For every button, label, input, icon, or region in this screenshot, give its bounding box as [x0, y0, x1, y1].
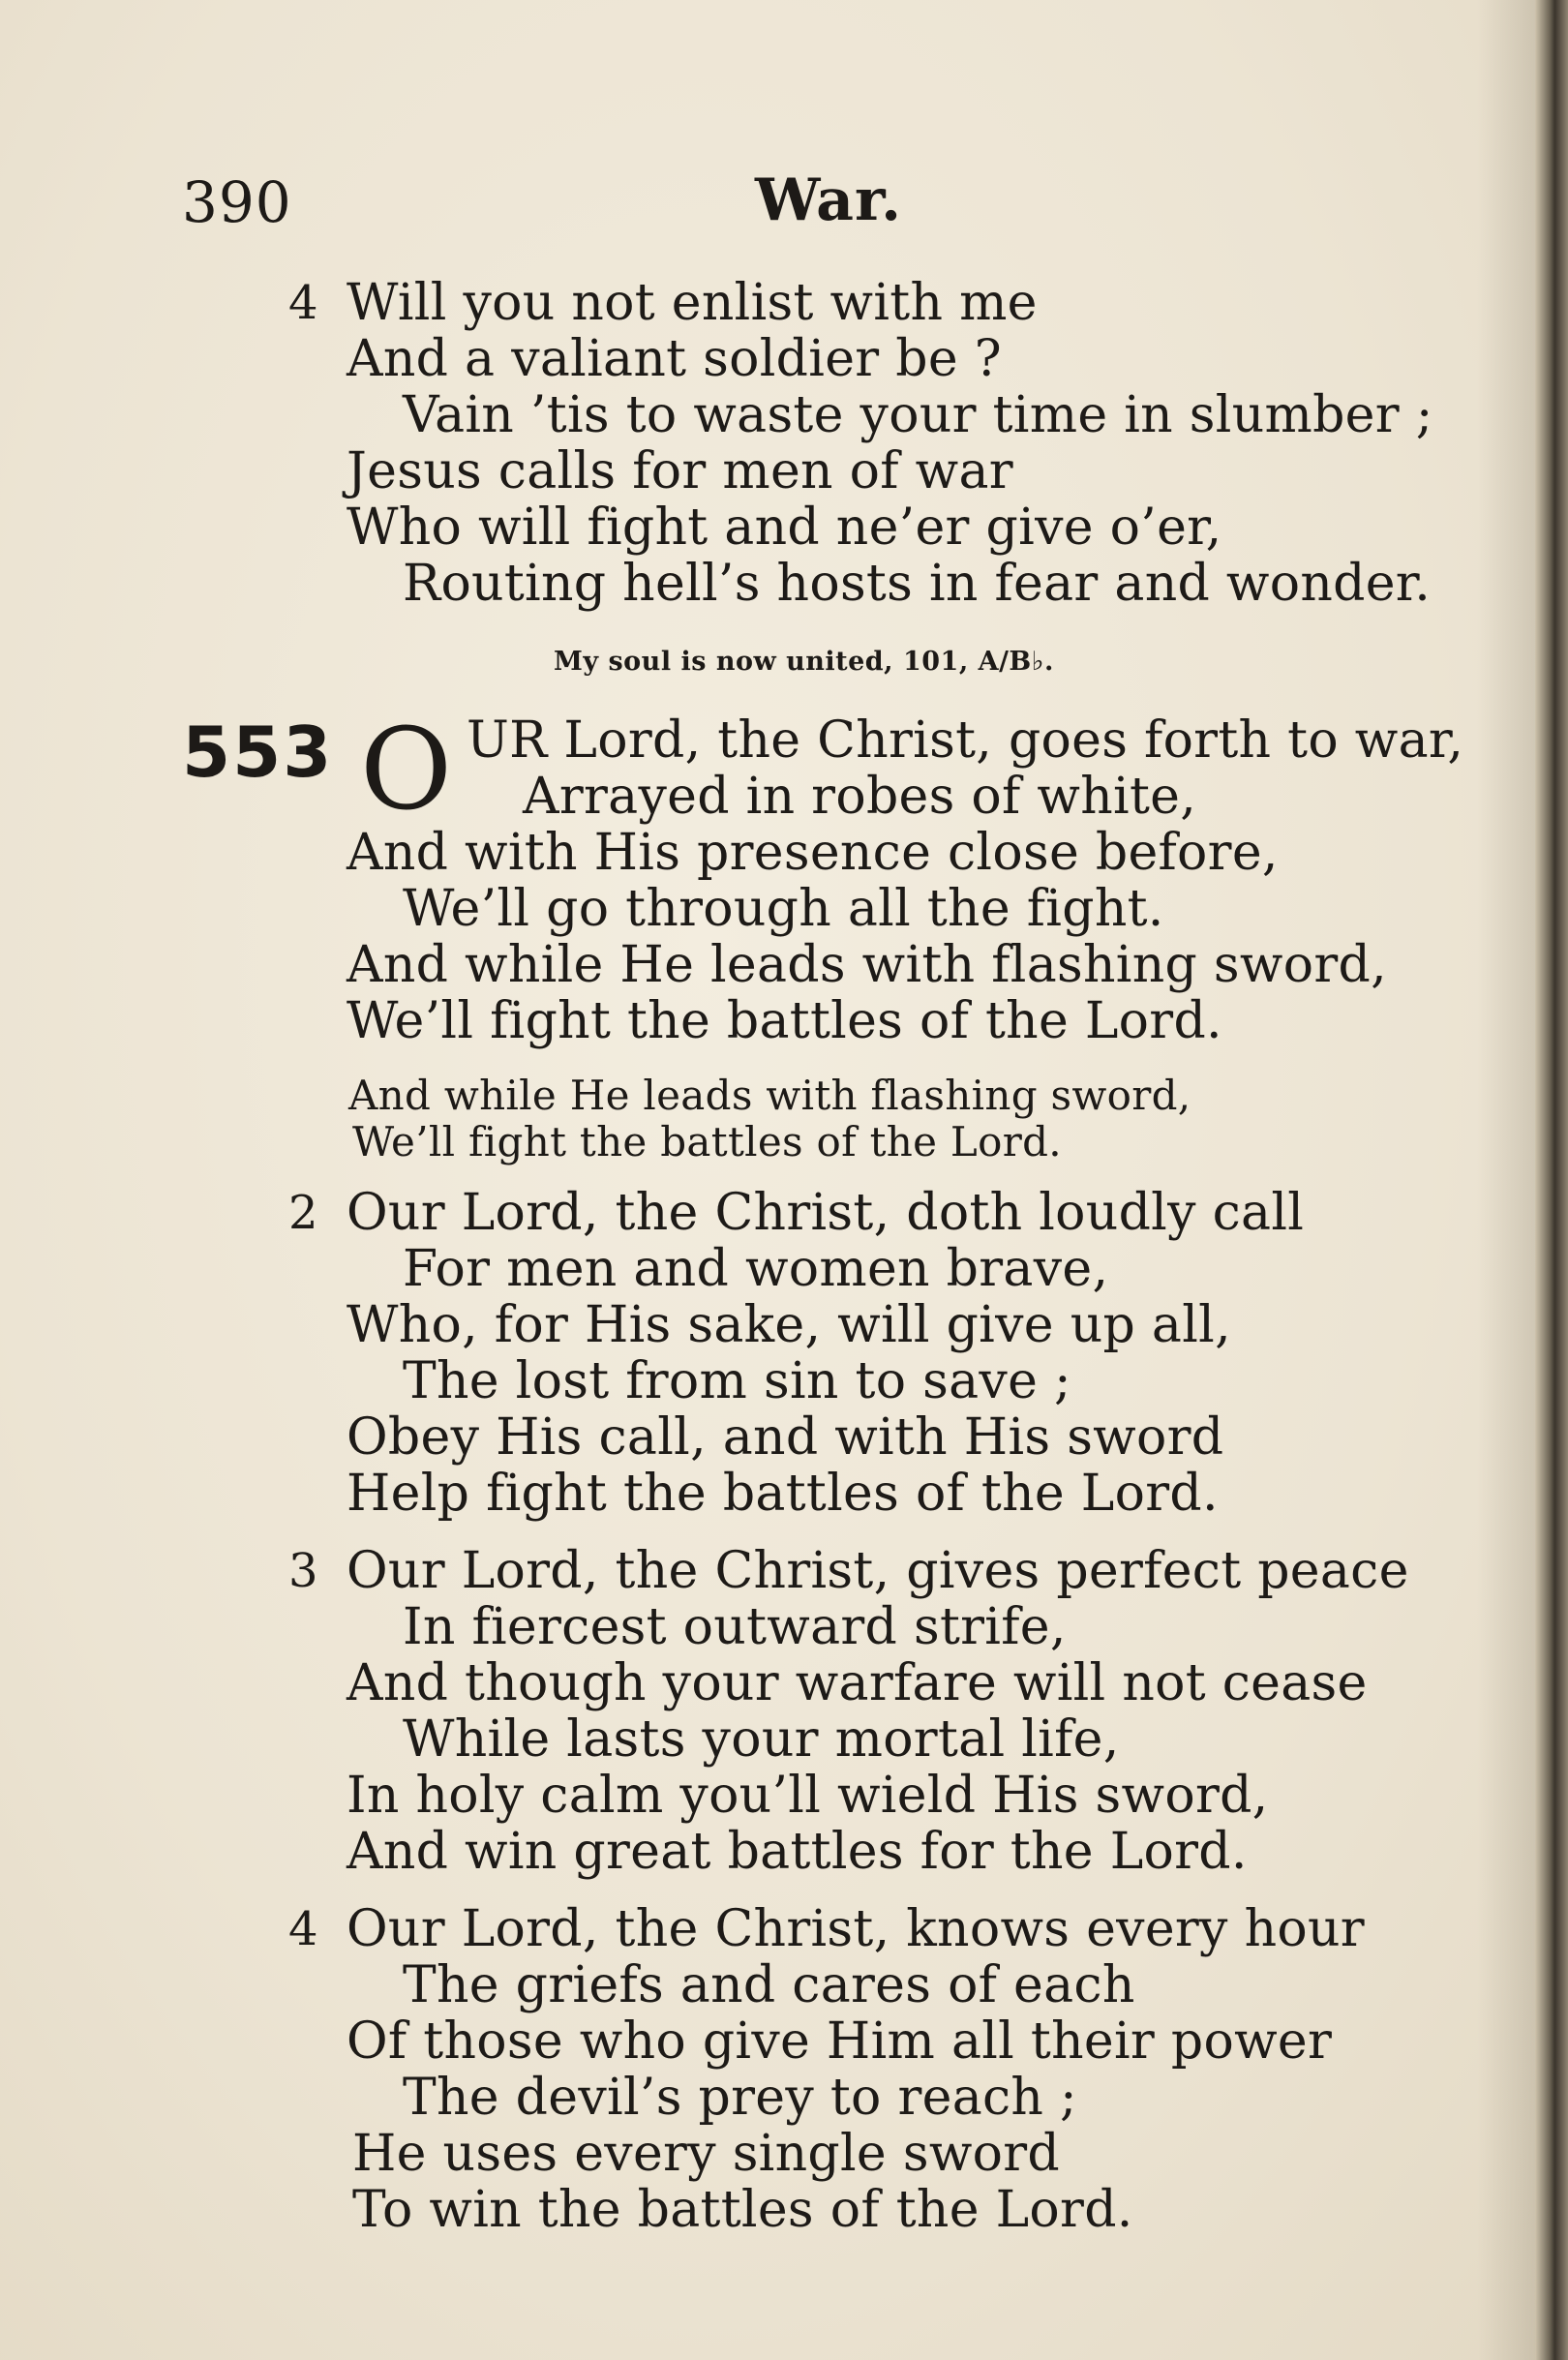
- book-gutter: [1535, 0, 1568, 2360]
- verse-line: Vain ’tis to waste your time in slumber ;: [403, 386, 1433, 444]
- verse-line: And while He leads with flashing sword,: [347, 936, 1387, 994]
- verse-line: Obey His call, and with His sword: [347, 1408, 1224, 1467]
- verse-line: For men and women brave,: [403, 1240, 1109, 1298]
- verse-line: He uses every single sword: [352, 2125, 1060, 2183]
- verse-line: To win the battles of the Lord.: [352, 2181, 1133, 2239]
- verse-line: While lasts your mortal life,: [403, 1710, 1120, 1769]
- verse-line: Arrayed in robes of white,: [523, 768, 1197, 826]
- verse-line: Of those who give Him all their power: [347, 2012, 1333, 2071]
- verse-number: 3: [288, 1544, 318, 1598]
- verse-line: And with His presence close before,: [347, 824, 1279, 882]
- verse-line: UR Lord, the Christ, goes forth to war,: [467, 711, 1464, 770]
- gutter-shadow: [1477, 0, 1535, 2360]
- verse-line: Who will fight and ne’er give o’er,: [347, 499, 1222, 557]
- page-number: 390: [182, 169, 292, 235]
- verse-line: Help fight the battles of the Lord.: [347, 1465, 1219, 1523]
- verse-line: The devil’s prey to reach ;: [403, 2069, 1077, 2127]
- verse-line: We’ll go through all the fight.: [403, 880, 1164, 938]
- chorus-line: And while He leads with flashing sword,: [348, 1072, 1191, 1119]
- verse-line: Our Lord, the Christ, gives perfect peace: [347, 1542, 1409, 1600]
- verse-line: And a valiant soldier be ?: [347, 330, 1002, 388]
- verse-line: The lost from sin to save ;: [403, 1352, 1071, 1410]
- verse-line: In holy calm you’ll wield His sword,: [347, 1767, 1269, 1825]
- verse-number: 4: [288, 1902, 318, 1956]
- verse-number: 2: [288, 1186, 318, 1240]
- verse-number: 4: [288, 276, 318, 330]
- tune-reference: My soul is now united, 101, A/B♭.: [554, 647, 1054, 677]
- verse-line: The griefs and cares of each: [403, 1956, 1135, 2014]
- chorus-line: We’ll fight the battles of the Lord.: [352, 1118, 1062, 1165]
- verse-line: Will you not enlist with me: [347, 274, 1038, 332]
- verse-line: Jesus calls for men of war: [347, 442, 1013, 500]
- verse-line: Routing hell’s hosts in fear and wonder.: [403, 555, 1432, 613]
- verse-line: And though your warfare will not cease: [347, 1654, 1368, 1712]
- section-title: War.: [755, 166, 903, 234]
- verse-line: Who, for His sake, will give up all,: [347, 1296, 1231, 1354]
- verse-line: And win great battles for the Lord.: [347, 1823, 1248, 1881]
- hymn-number: 553: [182, 711, 334, 793]
- verse-line: We’ll fight the battles of the Lord.: [347, 992, 1222, 1050]
- verse-line: In fiercest outward strife,: [403, 1598, 1067, 1656]
- drop-cap: O: [360, 705, 453, 835]
- verse-line: Our Lord, the Christ, doth loudly call: [347, 1184, 1305, 1242]
- verse-line: Our Lord, the Christ, knows every hour: [347, 1900, 1365, 1958]
